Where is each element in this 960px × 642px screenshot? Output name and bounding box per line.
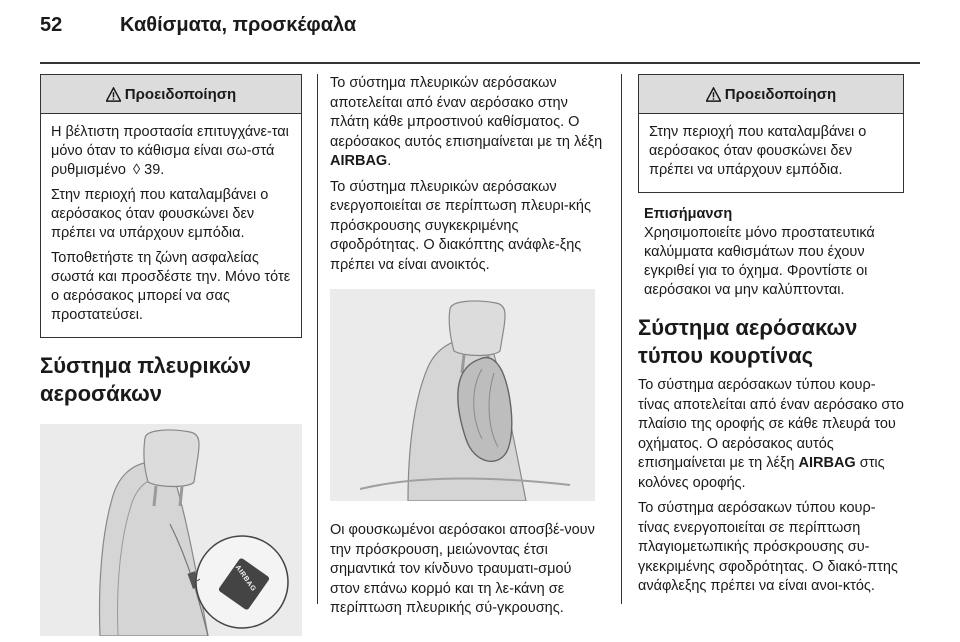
page-title: Καθίσματα, προσκέφαλα [120,14,357,36]
paragraph [330,74,605,172]
paragraph: Το σύστημα αερόσακων τύπου κουρ-τίνας ενεργοποιείται σε περίπτωση πλαγιομετωπικής πρόσκρουσης συ-γκεκριμένης σφοδρότητας. Ο διακό-πτης ανάφλεξης πρέπει να είναι ανοι-κτός. [638,500,898,594]
note-text: Χρησιμοποιείτε μόνο προστατευτικά καλύμματα καθισμάτων που έχουν εγκριθεί για το όχημα. Φροντίστε οι αερόσακοι να μην καλύπτονται. [644,225,875,298]
column-2 [330,74,605,625]
note-title: Επισήμανση [644,206,733,222]
section-title-curtain-airbags: Σύστημα αερόσακων τύπου κουρτίνας [638,315,858,368]
airbag-keyword: AIRBAG [330,153,388,169]
warning-triangle-icon [106,87,121,102]
column-divider-2 [621,74,622,604]
warning-title: Προειδοποίηση [724,85,837,103]
side-airbag-deployed-illustration [330,289,595,501]
warning-paragraph [51,123,291,180]
warning-triangle-icon [706,87,721,102]
paragraph-text: Το σύστημα πλευρικών αερόσακων αποτελείται από έναν αερόσακο στην πλάτη κάθε μπροστινού καθίσματος. Ο αερόσακος αυτός επισημαίνεται με τη λέξη [330,75,603,150]
warning-box-obstruction [638,74,904,193]
warning-paragraph: Στην περιοχή που καταλαμβάνει ο αερόσακος όταν φουσκώνει δεν πρέπει να υπάρχουν εμπόδια. [51,187,269,241]
column-divider-1 [317,74,318,604]
warning-header [41,75,301,114]
airbag-label-text: AIRBAG [233,563,257,594]
warning-title: Προειδοποίηση [124,85,237,103]
warning-paragraph: Τοποθετήστε τη ζώνη ασφαλείας σωστά και προσδέστε την. Μόνο τότε ο αερόσακος μπορεί να σας προστατεύσει. [51,250,291,323]
column-1 [40,74,302,636]
header-divider [40,62,920,64]
page-header [40,14,920,50]
paragraph-text: Το σύστημα αερόσακων τύπου κουρ-τίνας αποτελείται από έναν αερόσακο στο πλαίσιο της οροφής σε κάθε πλευρά του οχήματος. Ο αερόσακος αυτός επισημαίνεται με τη λέξη [638,377,904,471]
warning-text: Στην περιοχή που καταλαμβάνει ο αερόσακος όταν φουσκώνει δεν πρέπει να υπάρχουν εμπόδια. [649,124,867,178]
paragraph [638,376,904,493]
page-reference-icon: ◊ [132,162,141,178]
paragraph-text: στις κολόνες οροφής. [638,455,885,491]
seat-airbag-label-illustration [40,424,302,636]
paragraph: Το σύστημα πλευρικών αερόσακων ενεργοποιείται σε περίπτωση πλευρι-κής πρόσκρουσης συγκεκριμένης σφοδρότητας. Ο διακόπτης ανάφλε-ξης πρέπει να είναι ανοικτός. [330,178,591,273]
warning-box-seat [40,74,302,338]
page-number: 52 [40,14,63,36]
page-reference: 39. [144,162,165,178]
column-3 [638,74,904,603]
warning-header [639,75,903,114]
paragraph: Οι φουσκωμένοι αερόσακοι αποσβέ-νουν την πρόσκρουση, μειώνοντας έτσι σημαντικά τον κίνδυνο τραυματι-σμού στον επάνω κορμό και τη λε-κάνη σε περίπτωση πλευρικής σύ-γκρουσης. [330,522,595,616]
warning-text: Η βέλτιστη προστασία επιτυγχάνε-ται μόνο όταν το κάθισμα είναι σω-στά ρυθμισμένο [51,124,289,178]
section-title-side-airbags: Σύστημα πλευρικών αεροσάκων [40,353,251,406]
paragraph-text: . [387,153,392,169]
airbag-keyword: AIRBAG [798,455,856,471]
